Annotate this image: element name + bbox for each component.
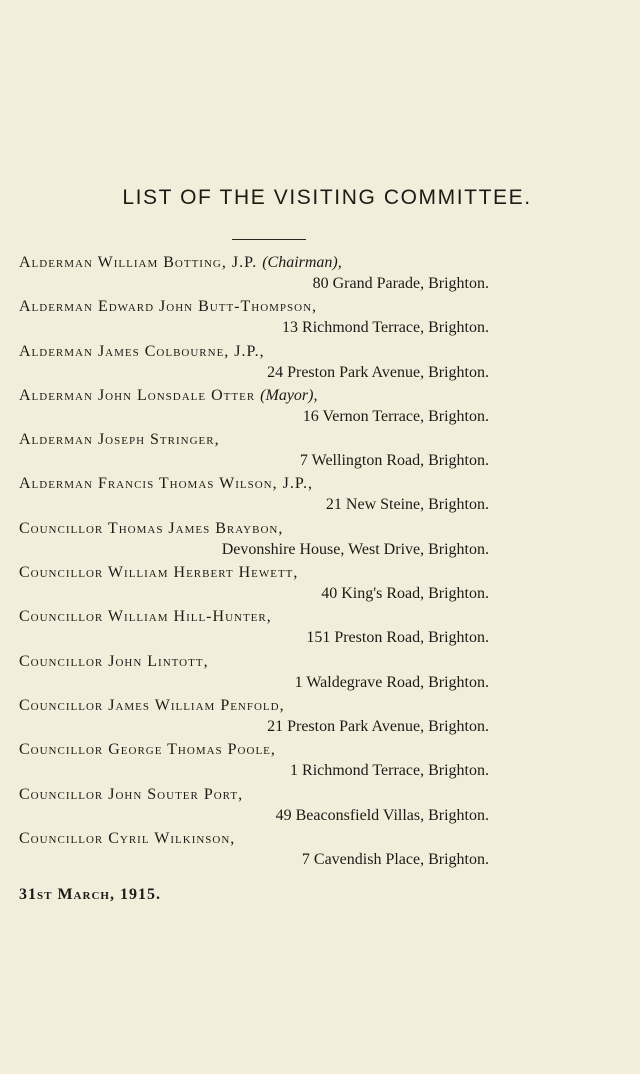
member-name: Councillor James William Penfold,	[19, 696, 285, 714]
member-address: 7 Cavendish Place, Brighton.	[301, 850, 489, 868]
member-address: 80 Grand Parade, Brighton.	[312, 275, 489, 292]
member-name-line	[19, 695, 489, 716]
member-name-line	[19, 739, 489, 760]
member-name-line	[19, 784, 489, 805]
member-name: Alderman John Lonsdale Otter	[19, 386, 261, 404]
member-name: Councillor William Herbert Hewett,	[19, 564, 299, 582]
member-name-line	[19, 828, 489, 849]
list-item	[19, 473, 489, 517]
title-divider	[232, 239, 306, 240]
member-name: Alderman Francis Thomas Wilson, J.P.,	[19, 475, 313, 493]
member-name-line	[19, 651, 489, 672]
member-name-line	[19, 385, 489, 406]
member-name: Councillor George Thomas Poole,	[19, 741, 276, 759]
list-item	[19, 606, 489, 650]
member-address: 16 Vernon Terrace, Brighton.	[302, 407, 489, 425]
member-name: Alderman Edward John Butt-Thompson,	[19, 298, 318, 316]
member-name-line	[19, 562, 489, 583]
list-item	[19, 385, 489, 429]
committee-list	[19, 252, 489, 872]
list-item	[19, 828, 489, 872]
member-address: Devonshire House, West Drive, Brighton.	[221, 540, 489, 558]
list-item	[19, 429, 489, 473]
member-name: Councillor John Lintott,	[19, 652, 209, 670]
member-name: Alderman James Colbourne, J.P.,	[19, 342, 265, 360]
member-address: 21 Preston Park Avenue, Brighton.	[267, 717, 489, 735]
member-address: 40 King's Road, Brighton.	[321, 585, 489, 603]
member-address: 49 Beaconsfield Villas, Brighton.	[275, 806, 489, 824]
document-date: 31st March, 1915.	[19, 886, 161, 903]
member-name-line	[19, 429, 489, 450]
member-address: 1 Waldegrave Road, Brighton.	[294, 673, 489, 691]
list-item	[19, 252, 489, 296]
list-item	[19, 651, 489, 695]
member-name-line	[19, 252, 489, 273]
member-name-line	[19, 341, 489, 362]
member-address: 24 Preston Park Avenue, Brighton.	[267, 363, 489, 381]
member-address: 151 Preston Road, Brighton.	[306, 629, 489, 647]
list-item	[19, 562, 489, 606]
member-name: Alderman Joseph Stringer,	[19, 431, 220, 449]
member-address: 1 Richmond Terrace, Brighton.	[290, 762, 489, 780]
member-name: Councillor Cyril Wilkinson,	[19, 829, 236, 847]
list-item	[19, 739, 489, 783]
member-address: 21 New Steine, Brighton.	[325, 496, 489, 514]
member-name: Councillor Thomas James Braybon,	[19, 519, 284, 537]
member-name-line	[19, 473, 489, 494]
list-item	[19, 296, 489, 340]
list-item	[19, 695, 489, 739]
page-title: LIST OF THE VISITING COMMITTEE.	[122, 186, 532, 209]
member-name: Councillor William Hill-Hunter,	[19, 608, 272, 626]
member-name: Alderman William Botting, J.P.	[19, 254, 263, 271]
member-address: 7 Wellington Road, Brighton.	[299, 452, 489, 470]
member-role: (Mayor),	[260, 386, 318, 404]
member-name: Councillor John Souter Port,	[19, 785, 244, 803]
member-address: 13 Richmond Terrace, Brighton.	[282, 319, 489, 337]
list-item	[19, 518, 489, 562]
list-item	[19, 784, 489, 828]
list-item	[19, 341, 489, 385]
member-name-line	[19, 296, 489, 317]
member-name-line	[19, 606, 489, 627]
member-name-line	[19, 518, 489, 539]
member-role: (Chairman),	[262, 254, 342, 271]
